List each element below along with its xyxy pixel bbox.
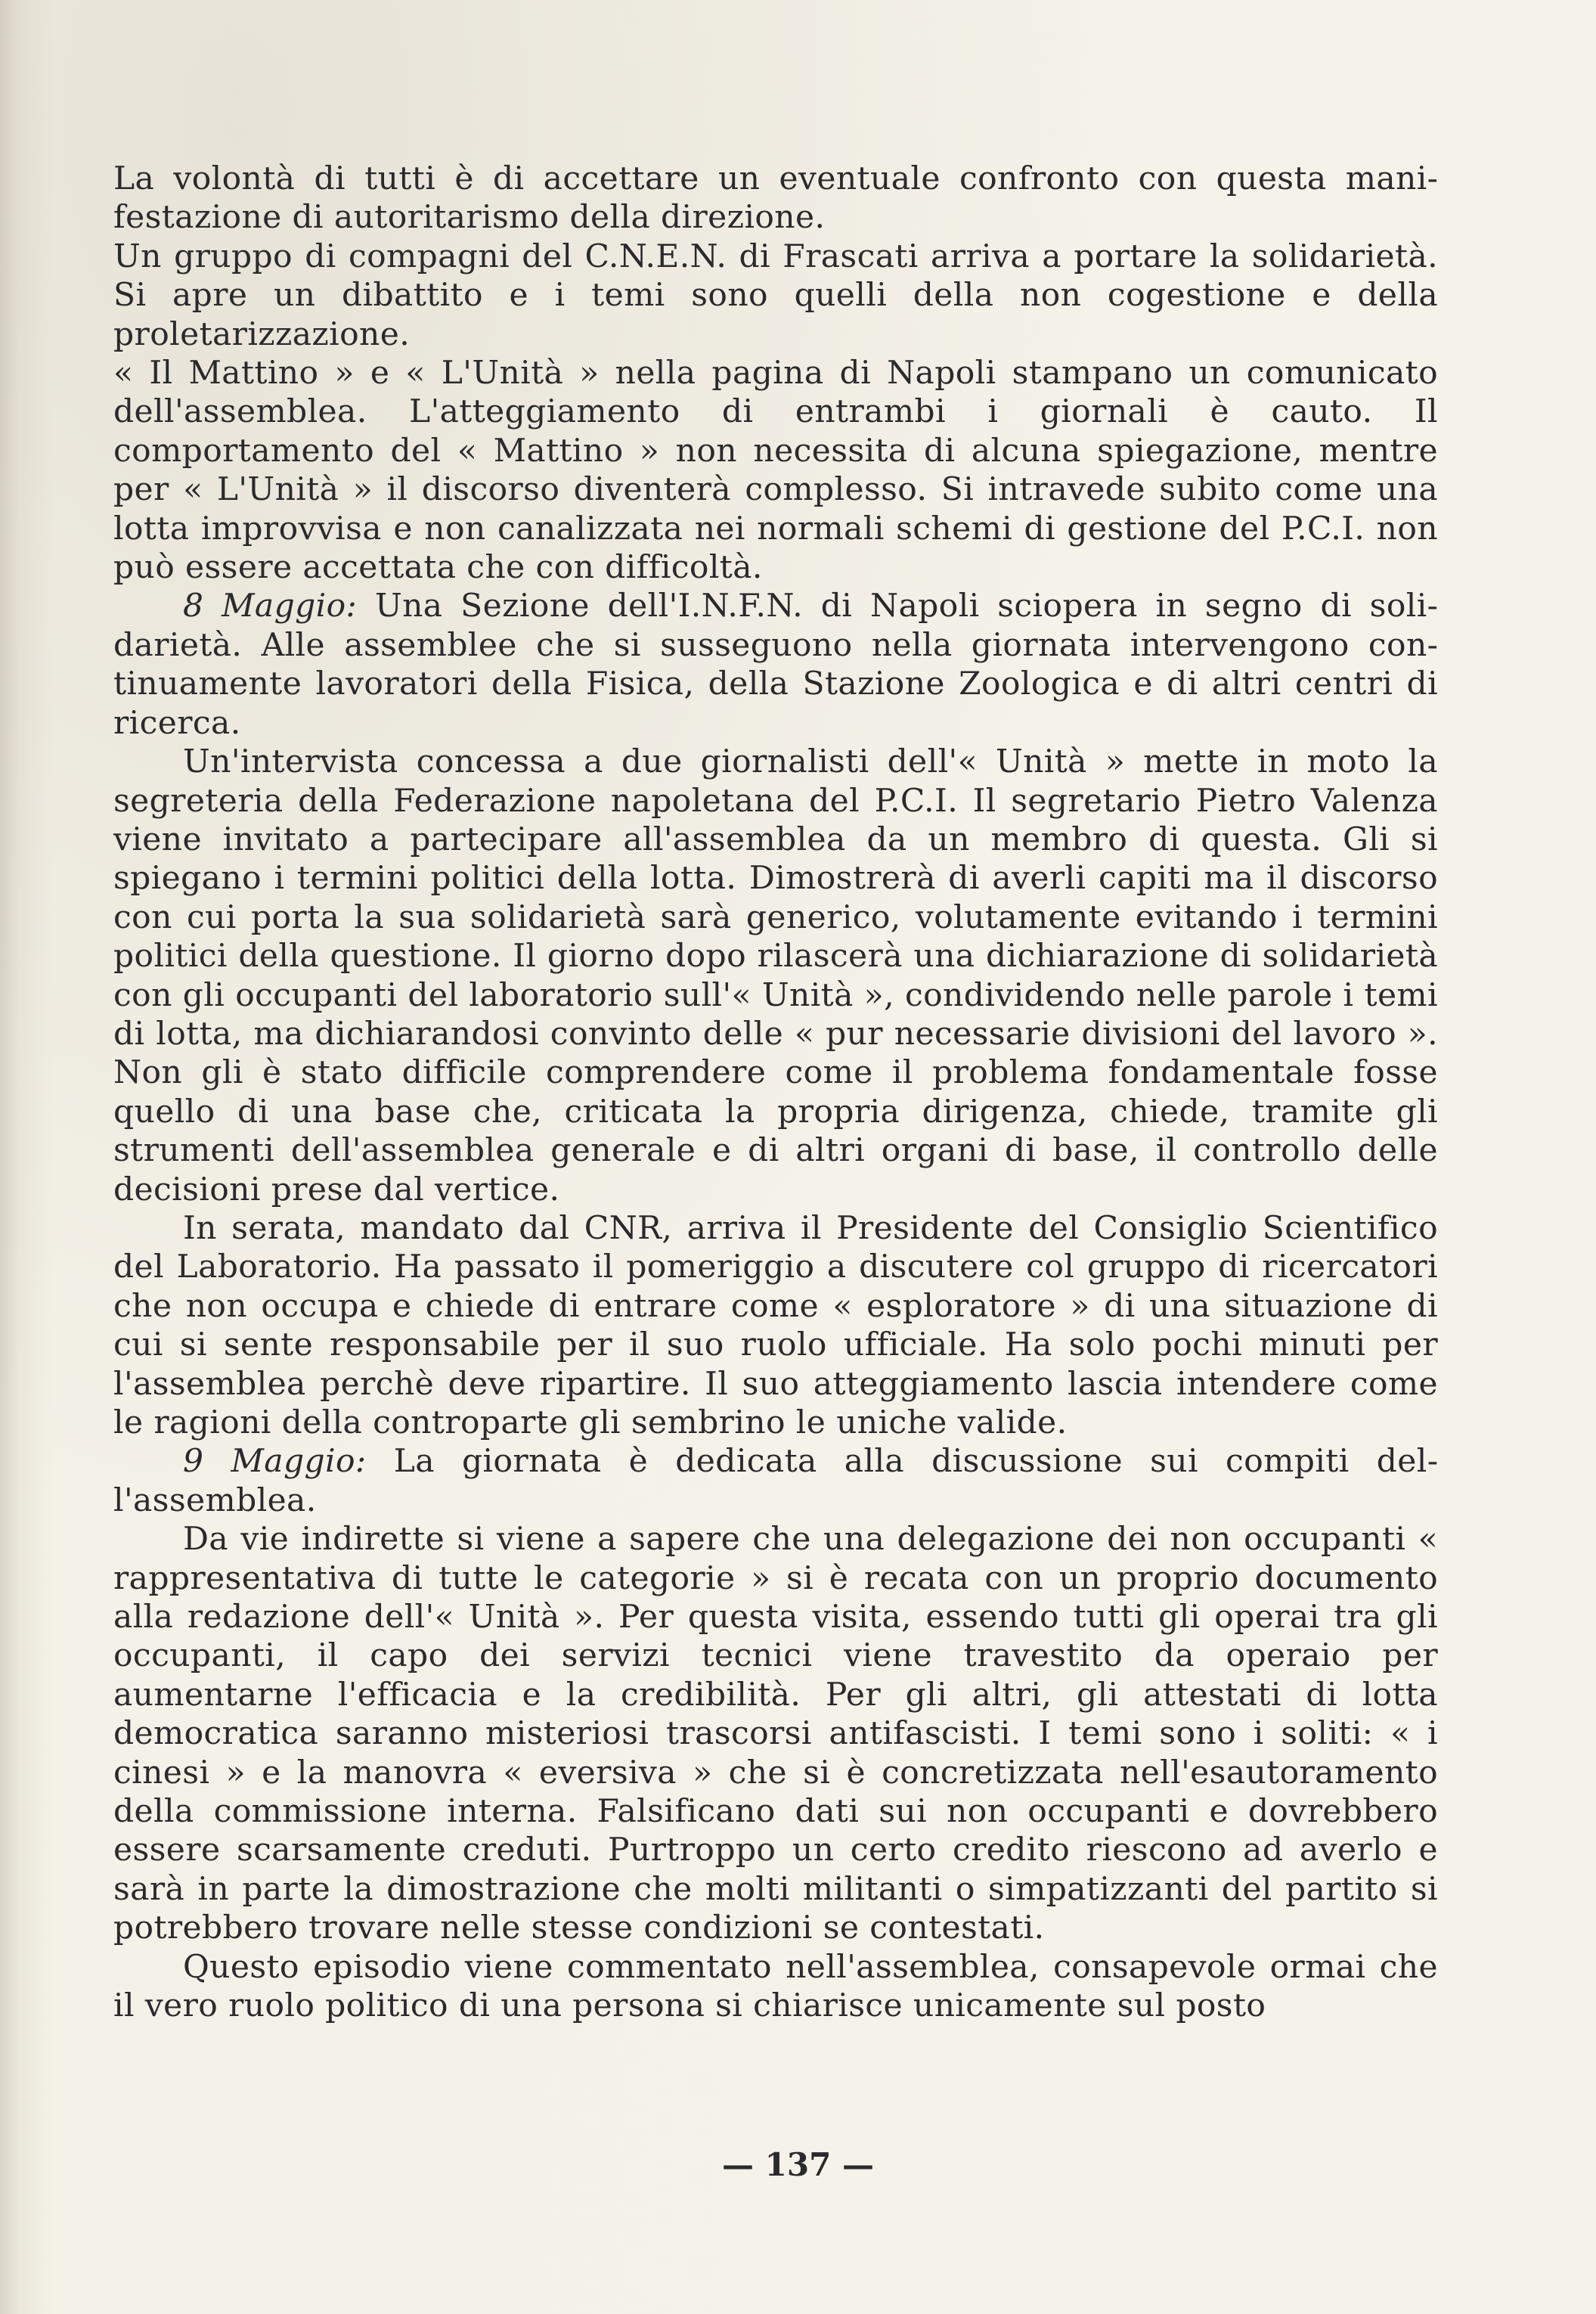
page-number: — 137 —	[722, 2146, 874, 2183]
paragraph	[113, 237, 1438, 353]
paragraph-text: In serata, mandato dal CNR, arriva il Presidente del Consiglio Scientifico del Laboratorio. Ha passato il pomeriggio a discutere col gruppo di ricercatori che non occupa e chiede di entrare come « esploratore » di una situazione di cui si sente responsabile per il suo ruolo ufficiale. Ha solo pochi minuti per l'assemblea perchè deve ripartire. Il suo atteggiamento lascia intendere come le ragioni della controparte gli sembrino le uniche valide.	[113, 1208, 1438, 1441]
paragraph	[113, 1441, 1438, 1519]
paragraph-text: La giornata è dedicata alla discussione sui compiti dell'assemblea.	[113, 1442, 1439, 1518]
date-heading: 9 Maggio:	[183, 1442, 367, 1480]
paragraph	[113, 1519, 1438, 1946]
paragraph-text: Un'intervista concessa a due giornalisti dell'« Unità » mette in moto la segreteria della Federazione napoletana del P.C.I. Il segretario Pietro Valenza viene invitato a partecipare all'assemblea da un membro di questa. Gli si spiegano i termini politici della lotta. Dimostrerà di averli capiti ma il discorso con cui porta la sua solidarietà sarà generico, volutamente evitando i termini politici della questione. Il giorno dopo rilascerà una dichiarazione di solidarietà con gli occupanti del laboratorio sull'« Unità », condividendo nelle parole i temi di lotta, ma dichiarandosi convinto delle « pur necessarie divisioni del lavoro ». Non gli è stato difficile comprendere come il problema fondamentale fosse quello di una base che, criticata la propria dirigenza, chiede, tramite gli strumenti dell'assemblea generale e di altri organi di base, il controllo delle decisioni prese dal vertice.	[113, 743, 1438, 1208]
paragraph	[113, 1947, 1438, 2025]
paragraph	[113, 742, 1438, 1208]
paragraph-text: Una Sezione dell'I.N.F.N. di Napoli sciopera in segno di solidarietà. Alle assemblee che si susseguono nella giornata intervengono continuamente lavoratori della Fisica, della Stazione Zoologica e di altri centri di ricerca.	[113, 587, 1438, 741]
paragraph-text: Questo episodio viene commentato nell'assemblea, consapevole ormai che il vero ruolo politico di una persona si chiarisce unicamente sul posto	[113, 1947, 1438, 2024]
paragraph-text: La volontà di tutti è di accettare un eventuale confronto con questa manifestazione di autoritarismo della direzione.	[113, 160, 1438, 236]
paragraph-text: Da vie indirette si viene a sapere che una delegazione dei non occupanti « rappresentativa di tutte le categorie » si è recata con un proprio documento alla redazione dell'« Unità ». Per questa visita, essendo tutti gli operai tra gli occupanti, il capo dei servizi tecnici viene travestito da operaio per aumentarne l'efficacia e la credibilità. Per gli altri, gli attestati di lotta democratica saranno misteriosi trascorsi antifascisti. I temi sono i soliti: « i cinesi » e la manovra « eversiva » che si è concretizzata nell'esautoramento della commissione interna. Falsificano dati sui non occupanti e dovrebbero essere scarsamente creduti. Purtroppo un certo credito riescono ad averlo e sarà in parte la dimostrazione che molti militanti o simpatizzanti del partito si potrebbero trovare nelle stesse condizioni se contestati.	[113, 1520, 1438, 1946]
date-heading: 8 Maggio:	[183, 587, 358, 625]
paragraph	[113, 159, 1438, 237]
paragraph	[113, 1208, 1438, 1441]
paragraph-text: Un gruppo di compagni del C.N.E.N. di Frascati arriva a portare la solidarietà. Si apre un dibattito e i temi sono quelli della non cogestione e della proletarizzazione.	[113, 237, 1438, 352]
body-text	[113, 159, 1438, 2025]
paragraph	[113, 586, 1438, 742]
paragraph	[113, 353, 1438, 586]
paragraph-text: « Il Mattino » e « L'Unità » nella pagina di Napoli stampano un comunicato dell'assemblea. L'atteggiamento di entrambi i giornali è cauto. Il comportamento del « Mattino » non necessita di alcuna spiegazione, mentre per « L'Unità » il discorso diventerà complesso. Si intravede subito come una lotta improvvisa e non canalizzata nei normali schemi di gestione del P.C.I. non può essere accettata che con difficoltà.	[113, 354, 1438, 586]
